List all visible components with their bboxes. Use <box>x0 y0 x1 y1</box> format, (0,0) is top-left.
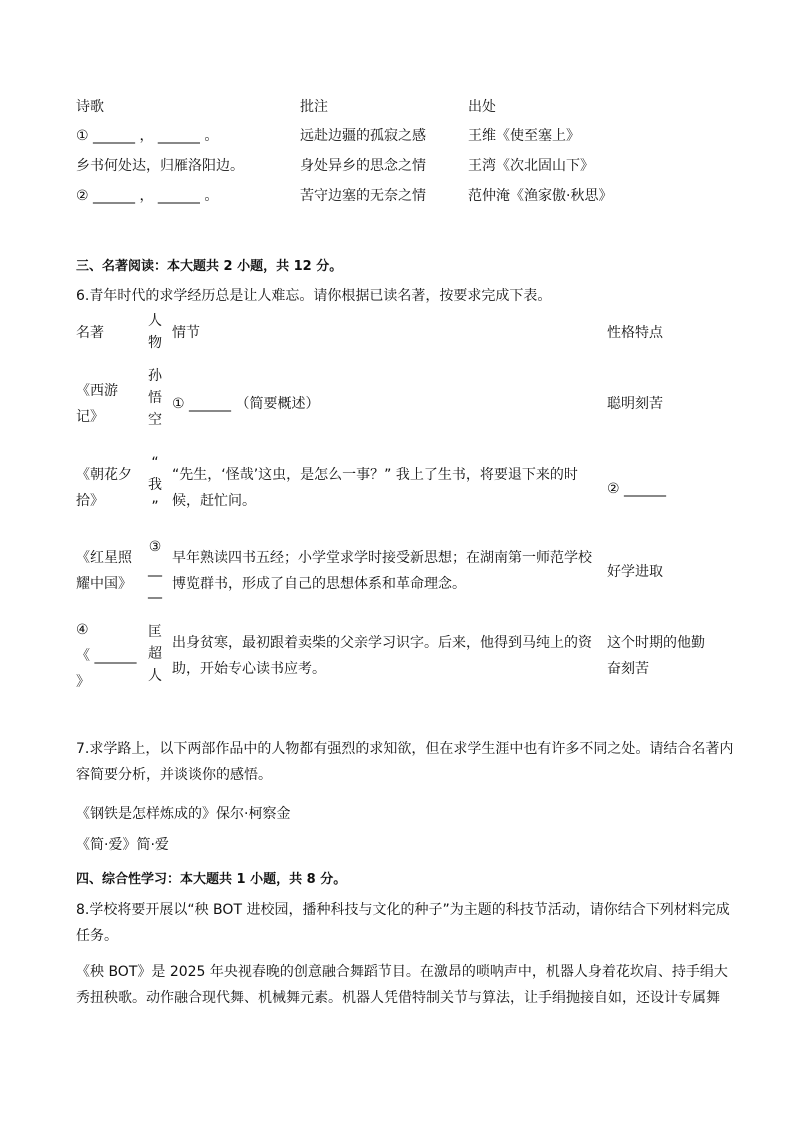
trait-header: 性格特点 <box>607 325 663 341</box>
poem-cell: ② ______ ， ______ 。 <box>76 188 219 204</box>
plot-header: 情节 <box>172 325 200 341</box>
character-cell: 孙 悟 空 <box>148 368 162 428</box>
section-title: 四、综合性学习：本大题共 1 小题，共 8 分。 <box>76 872 347 887</box>
section-title: 三、名著阅读：本大题共 2 小题，共 12 分。 <box>76 259 343 274</box>
question-7-prompt: 7.求学路上，以下两部作品中的人物都有强烈的求知欲，但在求学生涯中也有许多不同之处。请结合名著内容简要分析，并谈谈你的感悟。 <box>76 741 734 783</box>
character-header: 人 物 <box>148 313 162 351</box>
question-6-prompt: 6.青年时代的求学经历总是让人难忘。请你根据已读名著，按要求完成下表。 <box>76 288 552 304</box>
book-header: 名著 <box>76 325 104 341</box>
character-cell: “ 我 ” <box>148 455 162 515</box>
trait-cell: 这个时期的他勤奋刻苦 <box>607 635 705 677</box>
source-cell: 王湾《次北固山下》 <box>468 158 594 174</box>
trait-cell: ② ______ <box>607 481 667 497</box>
source-cell: 范仲淹《渔家傲·秋思》 <box>468 188 613 204</box>
book-cell: 《朝花夕 拾》 <box>76 467 132 509</box>
plot-cell: “先生，‘怪哉’这虫，是怎么一事？” 我上了生书，将要退下来的时候，赶忙问。 <box>172 467 578 509</box>
question-8-prompt: 8.学校将要开展以“秧 BOT 进校园，播种科技与文化的种子”为主题的科技节活动，请你结合下列材料完成任务。 <box>76 902 730 944</box>
plot-cell: ① ______ （简要概述） <box>172 396 320 412</box>
plot-cell: 早年熟读四书五经；小学堂求学时接受新思想；在湖南第一师范学校博览群书，形成了自己的思想体系和革命理念。 <box>172 550 592 592</box>
plot-cell: 出身贫寒，最初跟着卖柴的父亲学习识字。后来，他得到马纯上的资助，开始专心读书应考。 <box>172 635 592 677</box>
note-cell: 苦守边塞的无奈之情 <box>300 188 426 204</box>
book-cell: 《红星照 耀中国》 <box>76 550 132 592</box>
source-cell: 王维《使至塞上》 <box>468 128 580 144</box>
source-header: 出处 <box>468 99 496 115</box>
question-8-material: 《秧 BOT》是 2025 年央视春晚的创意融合舞蹈节目。在激昂的唢呐声中，机器人身着花坎肩、持手绢大秀扭秧歌。动作融合现代舞、机械舞元素。机器人凭借特制关节与算法，让手绢抛接自如，还设计专属舞 <box>76 964 728 1006</box>
book-cell: 《西游 记》 <box>76 383 118 425</box>
note-cell: 远赴边疆的孤寂之感 <box>300 128 426 144</box>
note-header: 批注 <box>300 99 328 115</box>
trait-cell: 聪明刻苦 <box>607 396 663 412</box>
work-item: 《简·爱》简·爱 <box>76 837 169 853</box>
poem-cell: 乡书何处达，归雁洛阳边。 <box>76 158 244 174</box>
book-cell: ④ 《 ______ 》 <box>76 622 137 690</box>
note-cell: 身处异乡的思念之情 <box>300 158 426 174</box>
trait-cell: 好学进取 <box>607 564 663 580</box>
character-cell: 匡 超 人 <box>148 624 162 684</box>
character-cell: ③ __ __ <box>148 539 162 599</box>
poem-header: 诗歌 <box>76 99 104 115</box>
poem-cell: ① ______ ， ______ 。 <box>76 128 219 144</box>
work-item: 《钢铁是怎样炼成的》保尔·柯察金 <box>76 806 291 822</box>
